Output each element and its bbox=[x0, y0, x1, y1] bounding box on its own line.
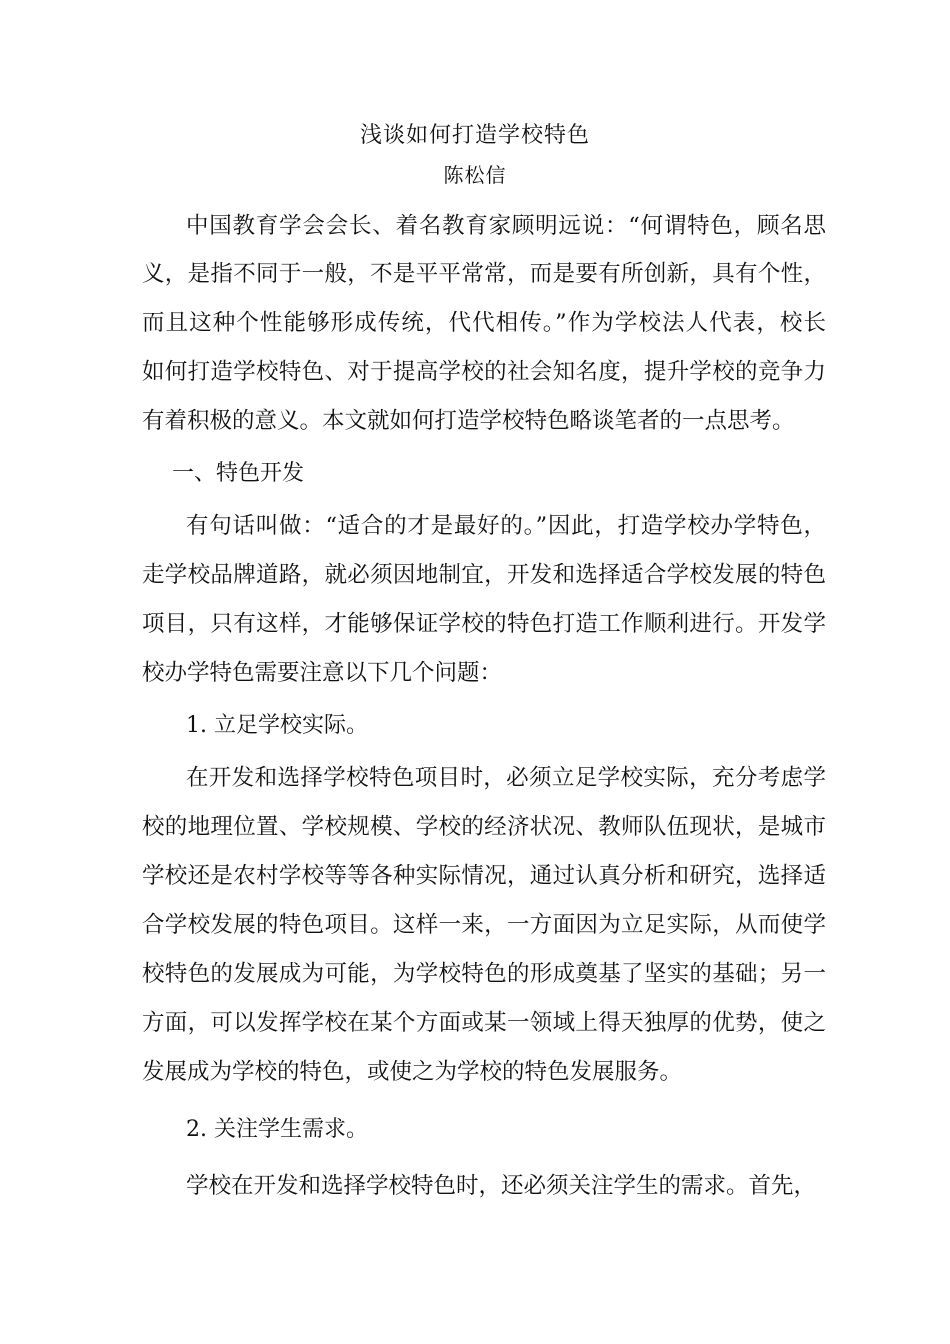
paragraph-line: 而且这种个性能够形成传统，代代相传。”作为学校法人代表，校长 bbox=[142, 310, 826, 336]
document-author: 陈松信 bbox=[443, 163, 507, 187]
paragraph-line: 如何打造学校特色、对于提高学校的社会知名度，提升学校的竞争力 bbox=[142, 359, 826, 385]
subheading: 1. 立足学校实际。 bbox=[186, 713, 368, 738]
paragraph-line: 有着积极的意义。本文就如何打造学校特色略谈笔者的一点思考。 bbox=[142, 408, 795, 434]
subheading: 2. 关注学生需求。 bbox=[186, 1117, 368, 1142]
paragraph-line: 校办学特色需要注意以下几个问题： bbox=[142, 660, 503, 686]
document-title: 浅谈如何打造学校特色 bbox=[359, 123, 590, 148]
paragraph-line: 在开发和选择学校特色项目时，必须立足学校实际，充分考虑学 bbox=[186, 765, 826, 791]
paragraph-line: 有句话叫做：“适合的才是最好的。”因此，打造学校办学特色， bbox=[186, 513, 826, 539]
paragraph-line: 合学校发展的特色项目。这样一来，一方面因为立足实际，从而使学 bbox=[142, 912, 826, 938]
paragraph-line: 校特色的发展成为可能，为学校特色的形成奠基了坚实的基础；另一 bbox=[142, 961, 826, 987]
paragraph-line: 校的地理位置、学校规模、学校的经济状况、教师队伍现状，是城市 bbox=[142, 814, 826, 840]
section-heading: 一、特色开发 bbox=[172, 461, 305, 486]
paragraph-line: 走学校品牌道路，就必须因地制宜，开发和选择适合学校发展的特色 bbox=[142, 562, 826, 588]
paragraph-line: 中国教育学会会长、着名教育家顾明远说：“何谓特色，顾名思 bbox=[186, 213, 826, 239]
paragraph-line: 学校在开发和选择学校特色时，还必须关注学生的需求。首先， bbox=[186, 1173, 817, 1199]
paragraph-line: 义，是指不同于一般，不是平平常常，而是要有所创新，具有个性， bbox=[142, 261, 826, 287]
paragraph-line: 方面，可以发挥学校在某个方面或某一领域上得天独厚的优势，使之 bbox=[142, 1010, 826, 1036]
paragraph-line: 学校还是农村学校等等各种实际情况，通过认真分析和研究，选择适 bbox=[142, 863, 826, 889]
paragraph-line: 项目，只有这样，才能够保证学校的特色打造工作顺利进行。开发学 bbox=[142, 611, 826, 637]
paragraph-line: 发展成为学校的特色，或使之为学校的特色发展服务。 bbox=[142, 1059, 683, 1085]
